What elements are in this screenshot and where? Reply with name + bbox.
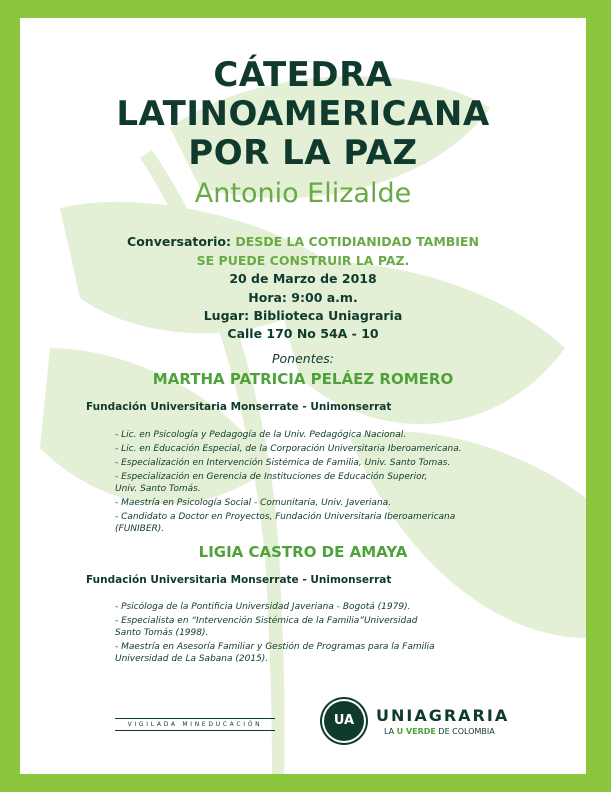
- hora-label: Hora:: [248, 290, 287, 305]
- author-name: Antonio Elizalde: [194, 178, 412, 209]
- event-time: [20, 290, 586, 306]
- credential-item: - Maestría en Psicología Social - Comunitaria, Univ. Javeriana.: [115, 498, 392, 508]
- credential-item: - Lic. en Educación Especial, de la Corporación Universitaria Iberoamericana.: [115, 444, 462, 454]
- credential-item: - Lic. en Psicología y Pedagogía de la Univ. Pedagógica Nacional.: [115, 430, 407, 440]
- credential-item: - Especialista en “Intervención Sistémica de la Familia”Universidad Santo Tomás (1998).: [115, 616, 418, 638]
- tagline-pre: LA: [384, 727, 397, 736]
- logo-initials: UA: [333, 713, 355, 728]
- title-line-1: CÁTEDRA: [213, 55, 393, 95]
- speaker-name-1: MARTHA PATRICIA PELÁEZ ROMERO: [152, 370, 454, 388]
- conversatorio-line: [20, 234, 586, 250]
- credential-item: - Psicóloga de la Pontificia Universidad Javeriana - Bogotá (1979).: [115, 602, 411, 612]
- event-address: Calle 170 No 54A - 10: [227, 326, 379, 341]
- title-line-3: POR LA PAZ: [188, 133, 418, 173]
- speaker-name-2: LIGIA CASTRO DE AMAYA: [198, 543, 408, 561]
- uniagraria-logo-icon: [324, 701, 364, 741]
- credential-item: - Especialización en Intervención Sistémica de Familia, Univ. Santo Tomas.: [115, 458, 451, 468]
- vigilada-mineducacion: VIGILADA MINEDUCACIÓN: [115, 718, 275, 731]
- event-place: [20, 308, 586, 324]
- speaker-institution-2: Fundación Universitaria Monserrate - Unimonserrat: [86, 574, 392, 586]
- topic-line-2: SE PUEDE CONSTRUIR LA PAZ.: [196, 253, 410, 268]
- title-line-2: LATINOAMERICANA: [116, 94, 490, 134]
- credential-item: - Especialización en Gerencia de Instituciones de Educación Superior, Univ. Santo Tomás.: [115, 472, 428, 494]
- speaker-institution-1: Fundación Universitaria Monserrate - Unimonserrat: [86, 401, 392, 413]
- conversatorio-label: Conversatorio:: [127, 234, 231, 249]
- credential-item: - Candidato a Doctor en Proyectos, Fundación Universitaria Iberoamericana (FUNIBER).: [115, 512, 456, 534]
- lugar-value: Biblioteca Uniagraria: [253, 308, 403, 323]
- brand-name: UNIAGRARIA: [376, 706, 510, 725]
- speaker-credentials-2: [115, 601, 515, 667]
- event-date: 20 de Marzo de 2018: [229, 271, 377, 286]
- tagline-post: DE COLOMBIA: [435, 727, 495, 736]
- brand-tagline: [384, 727, 495, 736]
- topic-line-1: DESDE LA COTIDIANIDAD TAMBIEN: [235, 234, 479, 249]
- poster-sheet: [20, 18, 586, 774]
- ponentes-label: Ponentes:: [271, 351, 335, 366]
- tagline-bold: U VERDE: [396, 727, 436, 736]
- hora-value: 9:00 a.m.: [291, 290, 358, 305]
- lugar-label: Lugar:: [203, 308, 250, 323]
- credential-item: - Maestría en Asesoría Familiar y Gestión de Programas para la Familia Universidad de La Sabana (2015).: [115, 642, 435, 664]
- speaker-credentials-1: [115, 429, 515, 537]
